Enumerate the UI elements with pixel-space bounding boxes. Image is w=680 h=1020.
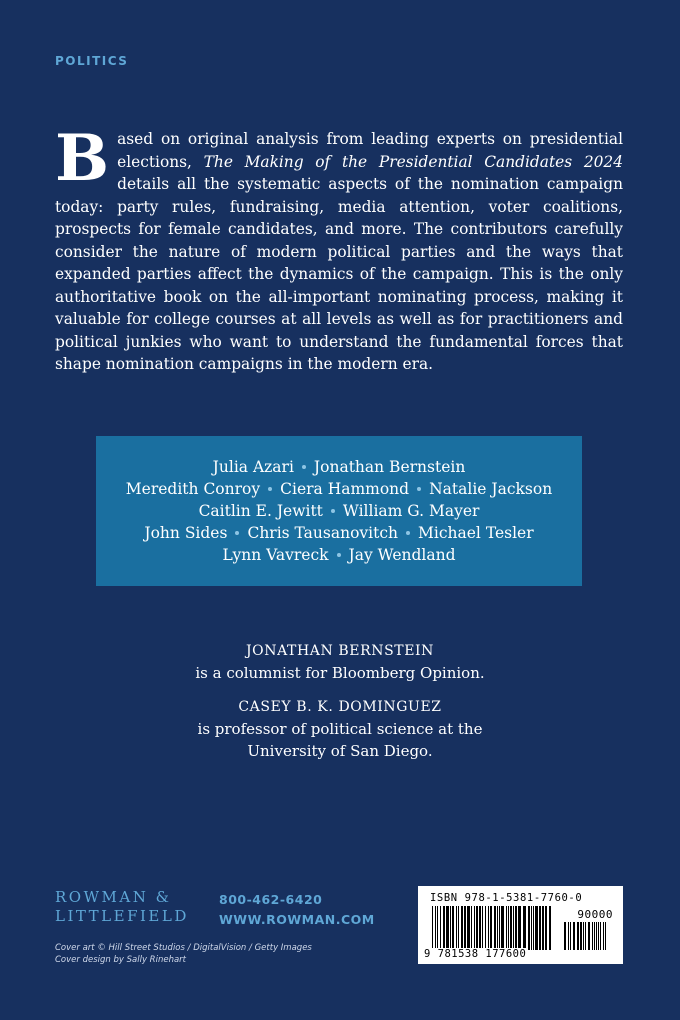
barcode-digits: 9 781538 177600 — [424, 948, 527, 960]
author-bio: is a columnist for Bloomberg Opinion. — [195, 664, 485, 682]
drop-cap: B — [55, 121, 110, 196]
cover-credits — [55, 942, 312, 966]
author-block — [0, 640, 680, 684]
description-text-start: ased on original analysis from leading experts on presidential elections, — [117, 130, 623, 171]
barcode-panel — [418, 886, 623, 964]
author-block — [0, 696, 680, 762]
author-name: CASEY B. K. DOMINGUEZ — [238, 699, 442, 715]
contributor-name: Jonathan Bernstein — [313, 458, 466, 476]
author-name: JONATHAN BERNSTEIN — [245, 643, 435, 659]
author-bio: University of San Diego. — [247, 742, 433, 760]
bullet-separator — [417, 487, 421, 491]
category-label: POLITICS — [55, 54, 129, 68]
contributor-name: Ciera Hammond — [280, 480, 410, 498]
contributor-name: John Sides — [144, 524, 228, 542]
contributor-line — [199, 500, 480, 522]
website: WWW.ROWMAN.COM — [219, 912, 375, 927]
contributor-name: Meredith Conroy — [125, 480, 261, 498]
publisher-logo — [55, 888, 189, 926]
contributor-name: Michael Tesler — [418, 524, 534, 542]
contributor-line — [213, 456, 466, 478]
bullet-separator — [235, 531, 239, 535]
author-bio: is professor of political science at the — [197, 720, 483, 738]
publisher-line: ROWMAN & — [55, 888, 172, 906]
cover-design-credit: Cover design by Sally Rinehart — [55, 955, 186, 965]
bullet-separator — [302, 465, 306, 469]
bullet-separator — [268, 487, 272, 491]
cover-art-credit: Cover art © Hill Street Studios / DigitalVision / Getty Images — [55, 943, 312, 953]
contributor-line — [144, 522, 533, 544]
bullet-separator — [406, 531, 410, 535]
contributor-name: Lynn Vavreck — [222, 546, 329, 564]
description-text-end: details all the systematic aspects of the nomination campaign today: party rules, fundraising, media attention, voter coalitions, prospects for female candidates, and more. The contributors carefully consider the nature of modern political parties and the ways that expanded parties affect the dynamics of the campaign. This is the only authoritative book on the all-important nominating process, making it valuable for college courses at all levels as well as for practitioners and political junkies who want to understand the fundamental forces that shape nomination campaigns in the modern era. — [55, 175, 623, 373]
publisher-contact — [219, 890, 375, 930]
book-description — [55, 121, 624, 376]
book-title: The Making of the Presidential Candidates 2024 — [203, 152, 624, 171]
phone-number: 800-462-6420 — [219, 892, 323, 907]
contributor-name: Chris Tausanovitch — [247, 524, 399, 542]
publisher-line: LITTLEFIELD — [55, 907, 189, 925]
bullet-separator — [331, 509, 335, 513]
contributor-name: William G. Mayer — [342, 502, 480, 520]
contributor-line — [126, 478, 552, 500]
contributor-line — [222, 544, 455, 566]
contributor-name: Jay Wendland — [348, 546, 456, 564]
price-code: 90000 — [577, 908, 613, 921]
bullet-separator — [337, 553, 341, 557]
contributor-name: Julia Azari — [212, 458, 294, 476]
isbn-text: ISBN 978-1-5381-7760-0 — [430, 892, 583, 904]
contributor-name: Caitlin E. Jewitt — [198, 502, 323, 520]
contributor-name: Natalie Jackson — [429, 480, 553, 498]
contributors-box — [96, 436, 582, 586]
authors-section — [0, 640, 680, 774]
